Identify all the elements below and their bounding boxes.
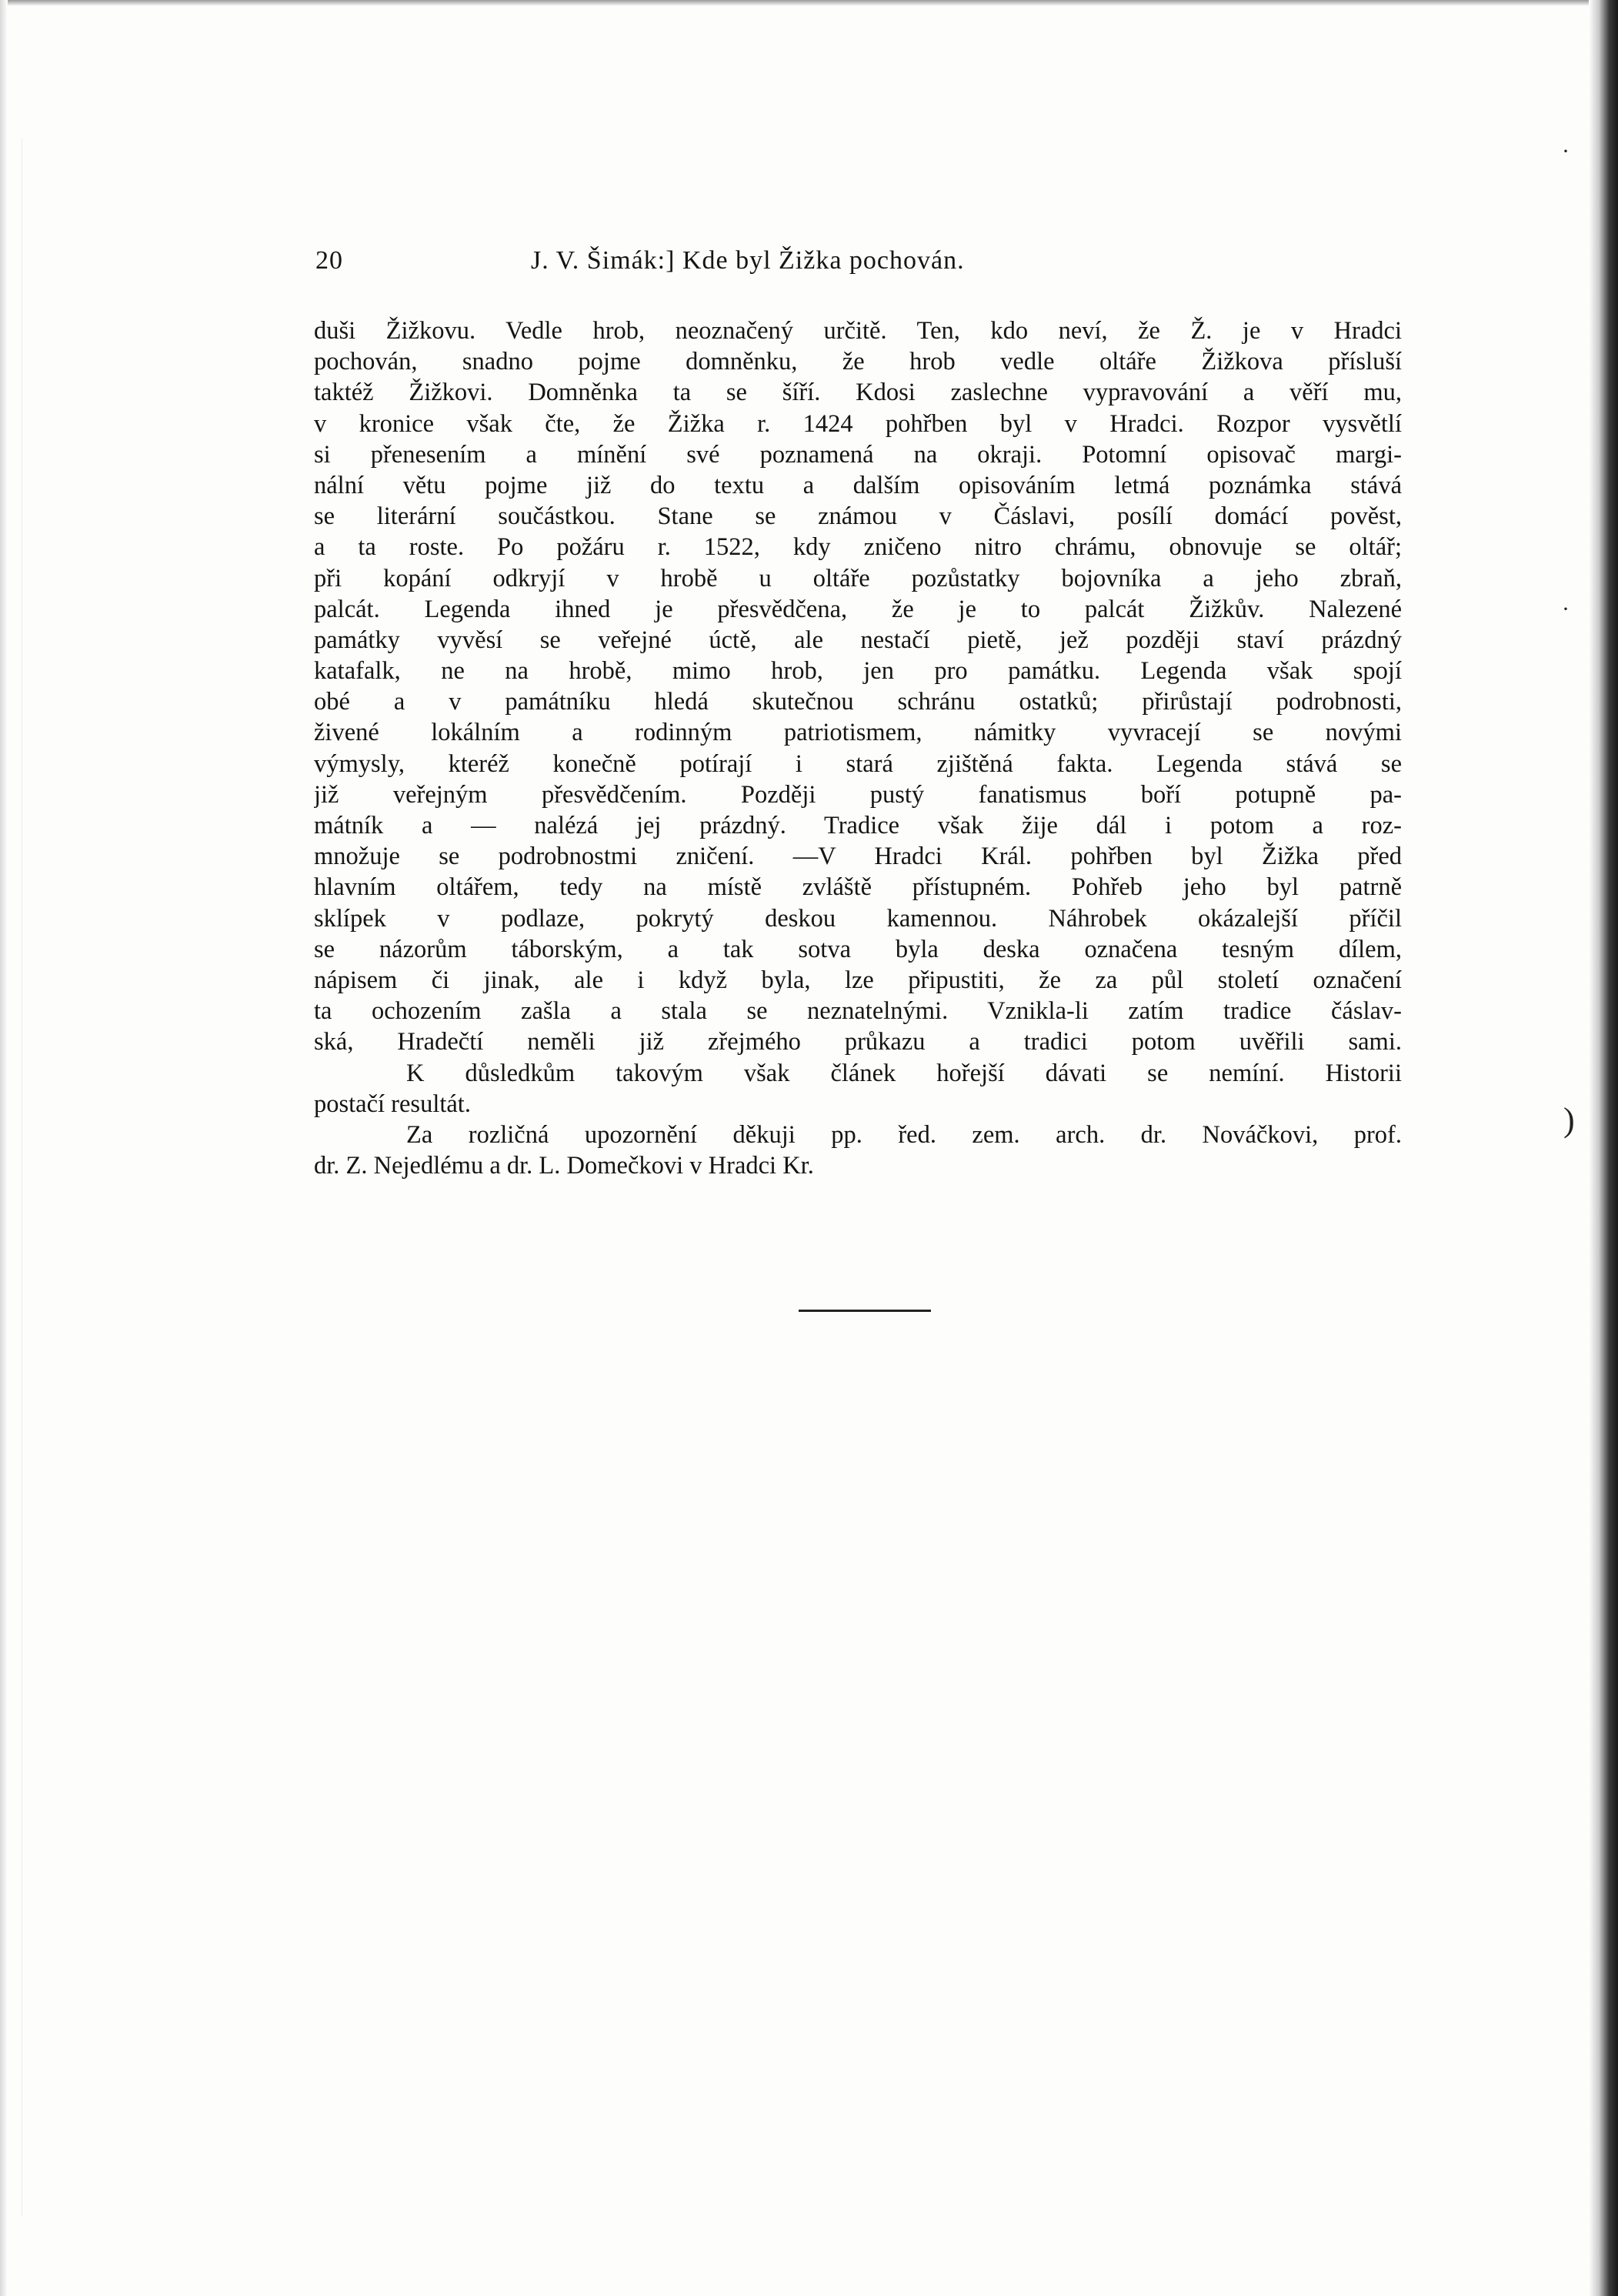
margin-speck: ·	[1562, 596, 1570, 622]
scan-edge-left	[0, 0, 8, 2296]
end-rule	[799, 1310, 931, 1312]
text-line: nápisem či jinak, ale i když byla, lze připustiti, že za půl století označení	[314, 966, 1402, 994]
running-head	[315, 246, 1400, 292]
margin-bracket-mark: )	[1563, 1101, 1575, 1139]
text-line: postačí resultát.	[314, 1090, 471, 1118]
text-line: a ta roste. Po požáru r. 1522, kdy zničeno nitro chrámu, obnovuje se oltář;	[314, 533, 1402, 562]
text-line: sklípek v podlaze, pokrytý deskou kamennou. Náhrobek okázalejší příčil	[314, 904, 1402, 933]
text-line: taktéž Žižkovi. Domněnka ta se šíří. Kdosi zaslechne vypravování a věří mu,	[314, 379, 1402, 407]
text-line: palcát. Legenda ihned je přesvědčena, že je to palcát Žižkův. Nalezené	[314, 595, 1402, 623]
text-line: hlavním oltářem, tedy na místě zvláště přístupném. Pohřeb jeho byl patrně	[314, 873, 1402, 902]
text-line: Za rozličná upozornění děkuji pp. řed. zem. arch. dr. Nováčkovi, prof.	[406, 1120, 1402, 1149]
text-line: duši Žižkovu. Vedle hrob, neoznačený určitě. Ten, kdo neví, že Ž. je v Hradci	[314, 317, 1402, 345]
text-line: živené lokálním a rodinným patriotismem, námitky vyvracejí se novými	[314, 719, 1402, 747]
text-line: při kopání odkryjí v hrobě u oltáře pozůstatky bojovníka a jeho zbraň,	[314, 564, 1402, 592]
text-line: obé a v památníku hledá skutečnou schránu ostatků; přirůstají podrobnosti,	[314, 688, 1402, 716]
text-line: výmysly, kteréž konečně potírají i stará zjištěná fakta. Legenda stává se	[314, 749, 1402, 778]
body-text	[314, 315, 1402, 1181]
text-line: mátník a — nalézá jej prázdný. Tradice však žije dál i potom a roz-	[314, 812, 1402, 839]
text-line: pochován, snadno pojme domněnku, že hrob vedle oltáře Žižkova přísluší	[314, 348, 1402, 376]
text-line: dr. Z. Nejedlému a dr. L. Domečkovi v Hradci Kr.	[314, 1152, 814, 1180]
scan-edge-top	[0, 0, 1618, 6]
text-line: již veřejným přesvědčením. Později pustý fanatismus boří potupně pa-	[314, 780, 1402, 809]
text-line: si přenesením a mínění své poznamená na okraji. Potomní opisovač margi-	[314, 440, 1402, 469]
scan-edge-right	[1589, 0, 1618, 2296]
text-line: památky vyvěsí se veřejné úctě, ale nestačí pietě, jež později staví prázdný	[314, 626, 1402, 654]
margin-speck: ·	[1562, 138, 1570, 164]
text-line: ská, Hradečtí neměli již zřejmého průkazu a tradici potom uvěřili sami.	[314, 1028, 1402, 1056]
text-line: se literární součástkou. Stane se známou v Čáslavi, posílí domácí pověst,	[314, 502, 1402, 531]
text-line: nální větu pojme již do textu a dalším opisováním letmá poznámka stává	[314, 471, 1402, 499]
text-line: se názorům táborským, a tak sotva byla deska označena tesným dílem,	[314, 935, 1402, 963]
text-line: v kronice však čte, že Žižka r. 1424 pohřben byl v Hradci. Rozpor vysvětlí	[314, 409, 1402, 438]
text-line: katafalk, ne na hrobě, mimo hrob, jen pro památku. Legenda však spojí	[314, 657, 1402, 686]
text-line: K důsledkům takovým však článek hořejší dávati se nemíní. Historii	[406, 1059, 1402, 1087]
header-title: J. V. Šimák:] Kde byl Žižka pochován.	[531, 246, 965, 275]
text-line: množuje se podrobnostmi zničení. —V Hradci Král. pohřben byl Žižka před	[314, 843, 1402, 871]
page-number: 20	[315, 246, 343, 275]
text-line: ta ochozením zašla a stala se neznatelnými. Vznikla-li zatím tradice čáslav-	[314, 997, 1402, 1026]
